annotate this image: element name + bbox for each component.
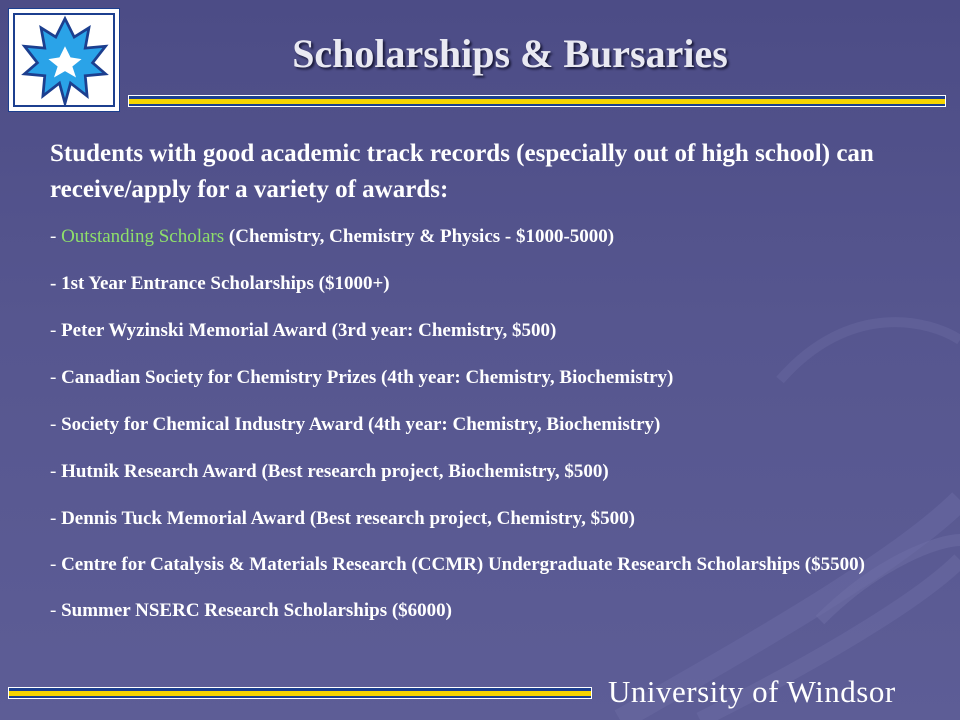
maple-leaf-logo-icon bbox=[19, 15, 111, 107]
footer-divider bbox=[8, 687, 592, 699]
award-dash: - bbox=[50, 600, 62, 621]
award-item bbox=[50, 456, 910, 488]
award-text: Hutnik Research Award (Best research project, Biochemistry, $500) bbox=[61, 461, 609, 482]
award-dash: - bbox=[50, 320, 62, 341]
award-item bbox=[50, 503, 910, 535]
award-text: Society for Chemical Industry Award (4th year: Chemistry, Biochemistry) bbox=[61, 414, 661, 435]
award-text: (Chemistry, Chemistry & Physics - $1000-5000) bbox=[224, 226, 615, 247]
award-item bbox=[50, 362, 910, 394]
award-text: Canadian Society for Chemistry Prizes (4th year: Chemistry, Biochemistry) bbox=[61, 367, 674, 388]
page-title: Scholarships & Bursaries bbox=[292, 31, 728, 76]
title-divider bbox=[128, 95, 946, 107]
award-text: Dennis Tuck Memorial Award (Best research project, Chemistry, $500) bbox=[61, 508, 635, 529]
intro-text: Students with good academic track records (especially out of high school) can receive/apply for a variety of awards: bbox=[50, 140, 874, 203]
award-dash: - bbox=[50, 367, 62, 388]
award-item bbox=[50, 550, 910, 580]
award-text: Peter Wyzinski Memorial Award (3rd year: Chemistry, $500) bbox=[61, 320, 557, 341]
award-dash: - bbox=[50, 508, 62, 529]
award-dash: - bbox=[50, 226, 62, 247]
footer-institution: University of Windsor bbox=[608, 674, 896, 709]
award-highlight: Outstanding Scholars bbox=[61, 226, 225, 247]
award-text: Centre for Catalysis & Materials Research (CCMR) Undergraduate Research Scholarships ($5500) bbox=[61, 554, 865, 575]
award-text: - 1st Year Entrance Scholarships ($1000+) bbox=[50, 273, 390, 294]
award-item bbox=[50, 268, 910, 300]
award-text: Summer NSERC Research Scholarships ($6000) bbox=[61, 600, 452, 621]
university-logo bbox=[8, 8, 120, 112]
award-item bbox=[50, 221, 910, 253]
award-dash: - bbox=[50, 461, 62, 482]
award-dash: - bbox=[50, 414, 62, 435]
award-dash: - bbox=[50, 554, 62, 575]
award-item bbox=[50, 409, 910, 441]
award-item bbox=[50, 595, 910, 627]
award-item bbox=[50, 315, 910, 347]
slide-body bbox=[50, 136, 910, 642]
